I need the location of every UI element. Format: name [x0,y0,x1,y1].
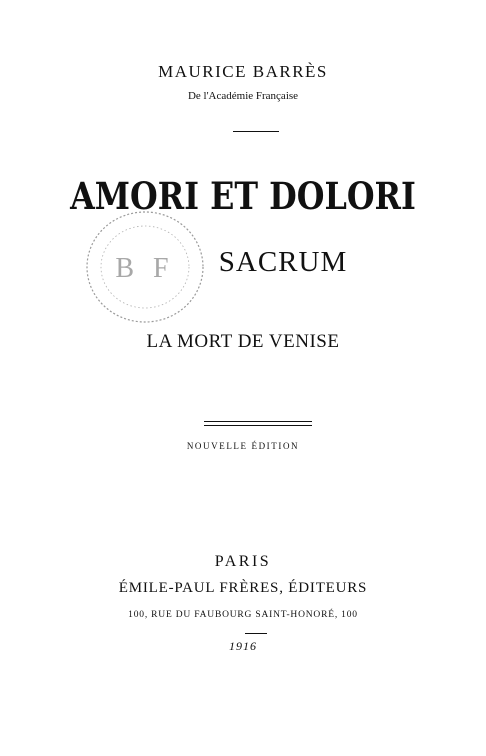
publication-city: PARIS [214,553,272,570]
divider-rule-middle [204,421,312,422]
stamp-center-text: B F [115,253,175,284]
publication-year: 1916 [229,639,257,653]
author-name: MAURICE BARRÈS [158,62,328,81]
divider-rule-middle-thin [204,425,312,426]
publisher-address: 100, RUE DU FAUBOURG SAINT-HONORÉ, 100 [128,610,358,620]
book-title-line2: SACRUM [218,246,348,278]
edition-note: NOUVELLE ÉDITION [186,441,300,451]
divider-rule-bottom [245,633,267,634]
book-title-line1: AMORI ET DOLORI [70,174,416,218]
divider-rule-top [233,131,279,132]
author-affiliation: De l'Académie Française [187,90,299,102]
book-subtitle: LA MORT DE VENISE [146,331,340,352]
publisher-name: ÉMILE-PAUL FRÈRES, ÉDITEURS [118,580,368,596]
